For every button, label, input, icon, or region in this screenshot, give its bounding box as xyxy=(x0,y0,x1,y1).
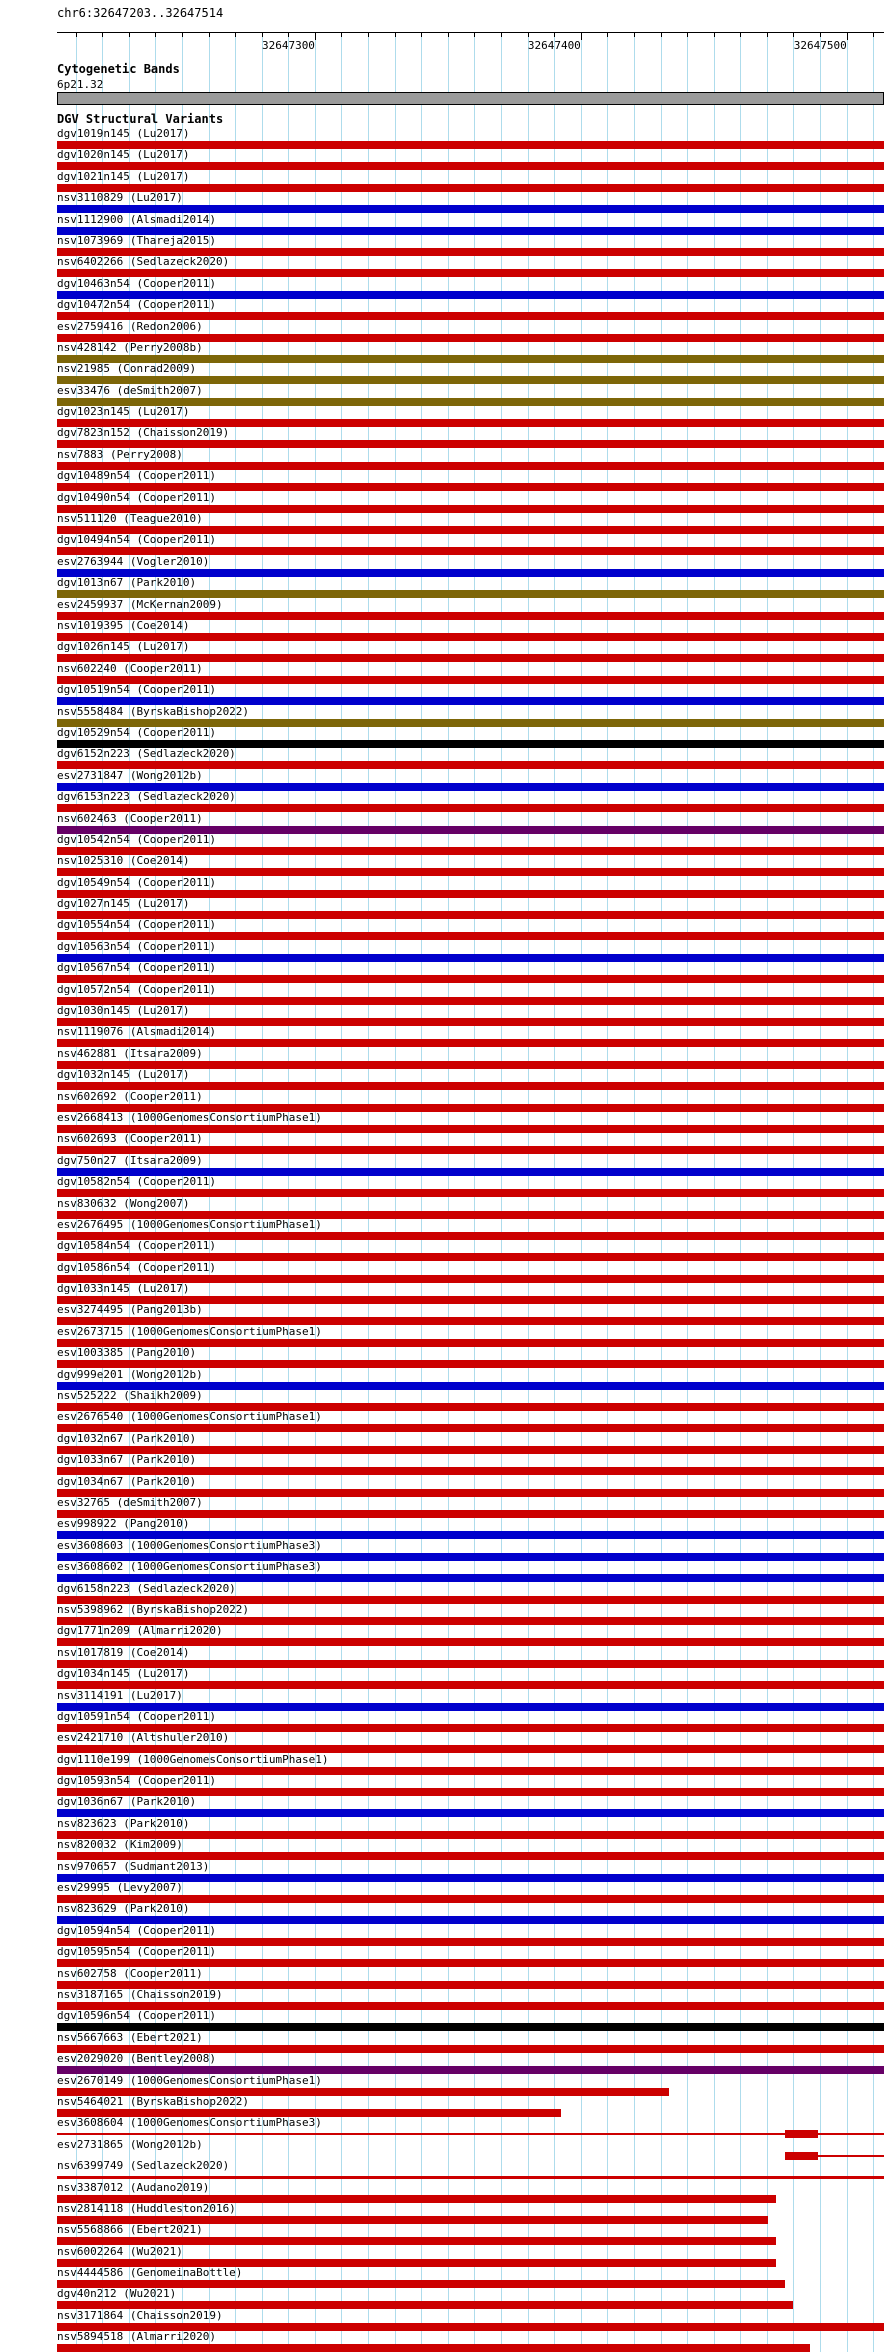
variant-row xyxy=(0,1604,890,1625)
variant-row xyxy=(0,1262,890,1283)
ruler-minor-tick xyxy=(448,33,449,37)
variant-row xyxy=(0,1390,890,1411)
variant-label[interactable]: dgv10489n54 (Cooper2011) xyxy=(57,469,216,483)
variant-bar[interactable] xyxy=(57,804,884,812)
variant-label[interactable]: nsv1112900 (Alsmadi2014) xyxy=(57,212,216,226)
variant-label[interactable]: dgv10584n54 (Cooper2011) xyxy=(57,1239,216,1253)
variant-row xyxy=(0,342,890,363)
variant-row xyxy=(0,1518,890,1539)
variant-label[interactable]: esv2670149 (1000GenomesConsortiumPhase1) xyxy=(57,2073,322,2087)
variant-bar-area xyxy=(57,1681,884,1689)
variant-bar[interactable] xyxy=(785,2152,818,2160)
variant-row xyxy=(0,1133,890,1154)
ruler-minor-tick xyxy=(767,33,768,37)
variant-row xyxy=(0,1882,890,1903)
variant-bar[interactable] xyxy=(57,2133,884,2135)
variant-row xyxy=(0,748,890,769)
variant-row xyxy=(0,556,890,577)
variant-row xyxy=(0,214,890,235)
variant-label[interactable]: dgv10542n54 (Cooper2011) xyxy=(57,832,216,846)
variant-label[interactable]: nsv428142 (Perry2008b) xyxy=(57,340,203,354)
variant-label[interactable]: dgv1036n67 (Park2010) xyxy=(57,1795,197,1809)
variant-label[interactable]: nsv1017819 (Coe2014) xyxy=(57,1645,190,1659)
variant-label[interactable]: dgv999e201 (Wong2012b) xyxy=(57,1367,203,1381)
variant-row xyxy=(0,321,890,342)
variant-label[interactable]: dgv10463n54 (Cooper2011) xyxy=(57,276,216,290)
variant-row xyxy=(0,1732,890,1753)
variant-label[interactable]: dgv1013n67 (Park2010) xyxy=(57,576,197,590)
variant-label[interactable]: dgv10582n54 (Cooper2011) xyxy=(57,1175,216,1189)
variant-row xyxy=(0,1048,890,1069)
variant-label[interactable]: dgv10593n54 (Cooper2011) xyxy=(57,1774,216,1788)
variant-row xyxy=(0,1583,890,1604)
variant-row xyxy=(0,1796,890,1817)
variant-bar-area xyxy=(57,804,884,812)
variant-row xyxy=(0,1561,890,1582)
variant-row xyxy=(0,2267,890,2288)
variant-row xyxy=(0,770,890,791)
variant-label[interactable]: dgv10594n54 (Cooper2011) xyxy=(57,1923,216,1937)
variant-row xyxy=(0,406,890,427)
ruler-minor-tick xyxy=(873,33,874,37)
variant-label[interactable]: dgv1032n67 (Park2010) xyxy=(57,1431,197,1445)
variant-label[interactable]: esv998922 (Pang2010) xyxy=(57,1517,190,1531)
ruler-minor-tick xyxy=(820,33,821,37)
variant-label[interactable]: nsv3187165 (Chaisson2019) xyxy=(57,1987,223,2001)
variant-label[interactable]: nsv7883 (Perry2008) xyxy=(57,447,183,461)
variant-row xyxy=(0,2075,890,2096)
variant-label[interactable]: dgv6153n223 (Sedlazeck2020) xyxy=(57,790,236,804)
variant-bar-area xyxy=(57,2066,884,2074)
variant-row xyxy=(0,1476,890,1497)
variant-label[interactable]: nsv1073969 (Thareja2015) xyxy=(57,233,216,247)
dgv-section-title: DGV Structural Variants xyxy=(57,112,224,126)
variant-bar-area xyxy=(57,590,884,598)
variant-label[interactable]: esv2421710 (Altshuler2010) xyxy=(57,1731,230,1745)
ruler-minor-tick xyxy=(182,33,183,37)
variant-row xyxy=(0,1155,890,1176)
variant-label[interactable]: esv3274495 (Pang2013b) xyxy=(57,1303,203,1317)
variant-label[interactable]: nsv830632 (Wong2007) xyxy=(57,1196,190,1210)
variant-row xyxy=(0,984,890,1005)
variant-bar[interactable] xyxy=(57,697,884,705)
variant-label[interactable]: dgv1110e199 (1000GenomesConsortiumPhase1) xyxy=(57,1752,329,1766)
ruler-minor-tick xyxy=(607,33,608,37)
variant-bar-area xyxy=(57,2173,884,2181)
ruler-minor-tick xyxy=(209,33,210,37)
variant-row xyxy=(0,641,890,662)
variant-label[interactable]: nsv5568866 (Ebert2021) xyxy=(57,2223,203,2237)
variant-row xyxy=(0,1219,890,1240)
variant-bar-area xyxy=(57,1574,884,1582)
cytoband-bar[interactable] xyxy=(57,92,884,105)
variant-bar-area xyxy=(57,1082,884,1090)
variant-label[interactable]: dgv1019n145 (Lu2017) xyxy=(57,127,190,140)
variant-row xyxy=(0,962,890,983)
variant-row xyxy=(0,1625,890,1646)
variant-bar[interactable] xyxy=(785,2130,818,2138)
ruler-minor-tick xyxy=(421,33,422,37)
ruler-major-tick xyxy=(581,33,582,40)
variant-label[interactable]: esv32765 (deSmith2007) xyxy=(57,1496,203,1509)
variant-label[interactable]: esv2763944 (Vogler2010) xyxy=(57,554,210,568)
variant-row xyxy=(0,1946,890,1967)
variant-row xyxy=(0,2032,890,2053)
variant-row xyxy=(0,1775,890,1796)
variant-label[interactable]: dgv10563n54 (Cooper2011) xyxy=(57,939,216,953)
position-title: chr6:32647203..32647514 xyxy=(57,6,224,20)
variant-row xyxy=(0,1497,890,1518)
variant-row xyxy=(0,813,890,834)
variant-bar[interactable] xyxy=(57,2344,810,2352)
variant-row xyxy=(0,149,890,170)
variant-row xyxy=(0,171,890,192)
variant-label[interactable]: nsv1119076 (Alsmadi2014) xyxy=(57,1025,216,1039)
variant-row xyxy=(0,2224,890,2245)
variant-label[interactable]: nsv2814118 (Huddleston2016) xyxy=(57,2201,236,2215)
ruler-minor-tick xyxy=(528,33,529,37)
variant-row xyxy=(0,2182,890,2203)
variant-bar-area xyxy=(57,2280,884,2288)
variant-bar[interactable] xyxy=(57,205,884,213)
variant-row xyxy=(0,834,890,855)
variant-row xyxy=(0,1369,890,1390)
ruler-minor-tick xyxy=(235,33,236,37)
ruler-tick-label: 32647400 xyxy=(527,39,581,52)
ruler-minor-tick xyxy=(554,33,555,37)
variant-label[interactable]: dgv1021n145 (Lu2017) xyxy=(57,169,190,183)
variant-row xyxy=(0,1968,890,1989)
variant-row xyxy=(0,256,890,277)
variant-row xyxy=(0,1411,890,1432)
variant-label[interactable]: nsv5398962 (ByrskaBishop2022) xyxy=(57,1602,250,1616)
variant-row xyxy=(0,534,890,555)
variant-label[interactable]: dgv10494n54 (Cooper2011) xyxy=(57,533,216,547)
variant-label[interactable]: dgv1023n145 (Lu2017) xyxy=(57,405,190,419)
variant-label[interactable]: dgv10572n54 (Cooper2011) xyxy=(57,982,216,996)
variant-row xyxy=(0,2053,890,2074)
variant-label[interactable]: esv2673715 (1000GenomesConsortiumPhase1) xyxy=(57,1324,322,1338)
variant-bar[interactable] xyxy=(57,312,884,320)
ruler-tick-label: 32647500 xyxy=(793,39,847,52)
variant-row xyxy=(0,663,890,684)
ruler-minor-tick xyxy=(714,33,715,37)
variant-row xyxy=(0,1647,890,1668)
variant-row xyxy=(0,1283,890,1304)
ruler-minor-tick xyxy=(262,33,263,37)
variant-bar-area xyxy=(57,1959,884,1967)
variant-row xyxy=(0,2288,890,2309)
variant-label[interactable]: dgv10591n54 (Cooper2011) xyxy=(57,1709,216,1723)
variant-row xyxy=(0,855,890,876)
variant-bar[interactable] xyxy=(57,1189,884,1197)
ruler-minor-tick xyxy=(129,33,130,37)
variant-bar[interactable] xyxy=(57,1681,884,1689)
variant-bar-area xyxy=(57,1189,884,1197)
variant-row xyxy=(0,1112,890,1133)
ruler-minor-tick xyxy=(341,33,342,37)
variant-label[interactable]: nsv6399749 (Sedlazeck2020) xyxy=(57,2159,230,2173)
variant-label[interactable]: esv1003385 (Pang2010) xyxy=(57,1346,197,1360)
variant-label[interactable]: esv29995 (Levy2007) xyxy=(57,1881,183,1895)
variant-row xyxy=(0,385,890,406)
variant-label[interactable]: nsv823629 (Park2010) xyxy=(57,1902,190,1916)
variant-row xyxy=(0,898,890,919)
variant-label[interactable]: dgv7823n152 (Chaisson2019) xyxy=(57,426,230,440)
variant-row xyxy=(0,684,890,705)
variant-label[interactable]: esv3608603 (1000GenomesConsortiumPhase3) xyxy=(57,1538,322,1552)
variant-label[interactable]: nsv602463 (Cooper2011) xyxy=(57,811,203,825)
variant-label[interactable]: esv2668413 (1000GenomesConsortiumPhase1) xyxy=(57,1110,322,1124)
variant-label[interactable]: nsv602758 (Cooper2011) xyxy=(57,1966,203,1980)
variant-bar-area xyxy=(57,312,884,320)
variant-row xyxy=(0,727,890,748)
variant-label[interactable]: nsv5558484 (ByrskaBishop2022) xyxy=(57,704,250,718)
variant-row xyxy=(0,427,890,448)
variant-label[interactable]: esv2731847 (Wong2012b) xyxy=(57,768,203,782)
variant-label[interactable]: esv3608602 (1000GenomesConsortiumPhase3) xyxy=(57,1560,322,1574)
ruler-tick-label: 32647300 xyxy=(261,39,315,52)
variant-row xyxy=(0,1454,890,1475)
variant-label[interactable]: dgv10529n54 (Cooper2011) xyxy=(57,725,216,739)
variant-bar-area xyxy=(57,697,884,705)
ruler-major-tick xyxy=(847,33,848,40)
variant-bar[interactable] xyxy=(57,2066,884,2074)
variant-row xyxy=(0,299,890,320)
variant-label[interactable]: nsv5464021 (ByrskaBishop2022) xyxy=(57,2094,250,2108)
variant-label[interactable]: nsv1019395 (Coe2014) xyxy=(57,618,190,632)
variant-row xyxy=(0,363,890,384)
variant-row xyxy=(0,2310,890,2331)
variant-label[interactable]: nsv3114191 (Lu2017) xyxy=(57,1688,183,1702)
variant-row xyxy=(0,599,890,620)
variant-label[interactable]: dgv750n27 (Itsara2009) xyxy=(57,1153,203,1167)
variant-label[interactable]: dgv1034n67 (Park2010) xyxy=(57,1474,197,1488)
variant-row xyxy=(0,791,890,812)
variant-row xyxy=(0,2096,890,2117)
variant-row xyxy=(0,941,890,962)
variant-row xyxy=(0,2246,890,2267)
variant-row xyxy=(0,1069,890,1090)
variant-row xyxy=(0,1005,890,1026)
variant-label[interactable]: nsv525222 (Shaikh2009) xyxy=(57,1389,203,1403)
variant-row xyxy=(0,1540,890,1561)
variant-row xyxy=(0,513,890,534)
variant-label[interactable]: dgv10554n54 (Cooper2011) xyxy=(57,918,216,932)
variant-label[interactable]: nsv3387012 (Audano2019) xyxy=(57,2180,210,2194)
variant-row xyxy=(0,1026,890,1047)
variant-row xyxy=(0,1754,890,1775)
variant-label[interactable]: esv3608604 (1000GenomesConsortiumPhase3) xyxy=(57,2116,322,2130)
variant-label[interactable]: dgv1032n145 (Lu2017) xyxy=(57,1068,190,1082)
variant-label[interactable]: nsv5894518 (Almarri2020) xyxy=(57,2330,216,2344)
variant-label[interactable]: nsv1025310 (Coe2014) xyxy=(57,854,190,868)
variant-label[interactable]: nsv602693 (Cooper2011) xyxy=(57,1132,203,1146)
variant-label[interactable]: nsv5667663 (Ebert2021) xyxy=(57,2030,203,2044)
variant-label[interactable]: nsv823623 (Park2010) xyxy=(57,1816,190,1830)
variant-label[interactable]: dgv10596n54 (Cooper2011) xyxy=(57,2009,216,2023)
variant-label[interactable]: dgv1020n145 (Lu2017) xyxy=(57,148,190,162)
ruler-minor-tick xyxy=(102,33,103,37)
variant-row xyxy=(0,877,890,898)
variant-row xyxy=(0,1091,890,1112)
variant-row xyxy=(0,2139,890,2160)
variant-row xyxy=(0,1925,890,1946)
variant-label[interactable]: nsv970657 (Sudmant2013) xyxy=(57,1859,210,1873)
variant-label[interactable]: nsv602240 (Cooper2011) xyxy=(57,661,203,675)
variant-label[interactable]: dgv10595n54 (Cooper2011) xyxy=(57,1945,216,1959)
variant-bar[interactable] xyxy=(57,2176,884,2179)
variant-row xyxy=(0,278,890,299)
variant-label[interactable]: nsv6402266 (Sedlazeck2020) xyxy=(57,255,230,269)
cytoband-section-title: Cytogenetic Bands xyxy=(57,62,180,76)
cytoband-name-label: 6p21.32 xyxy=(57,78,104,91)
variant-label[interactable]: dgv10586n54 (Cooper2011) xyxy=(57,1260,216,1274)
variant-bar[interactable] xyxy=(57,1574,884,1582)
variant-label[interactable]: dgv1034n145 (Lu2017) xyxy=(57,1667,190,1681)
variant-row xyxy=(0,1818,890,1839)
variant-label[interactable]: nsv3171864 (Chaisson2019) xyxy=(57,2308,223,2322)
variant-label[interactable]: nsv21985 (Conrad2009) xyxy=(57,362,197,376)
variant-label[interactable]: nsv820032 (Kim2009) xyxy=(57,1838,183,1852)
ruler-minor-tick xyxy=(76,33,77,37)
variant-label[interactable]: dgv6152n223 (Sedlazeck2020) xyxy=(57,747,236,761)
variant-label[interactable]: dgv1033n145 (Lu2017) xyxy=(57,1282,190,1296)
variant-label[interactable]: dgv10490n54 (Cooper2011) xyxy=(57,490,216,504)
variant-bar[interactable] xyxy=(57,1959,884,1967)
variant-row xyxy=(0,1347,890,1368)
variant-bar[interactable] xyxy=(57,590,884,598)
variant-row xyxy=(0,1690,890,1711)
variant-row xyxy=(0,1903,890,1924)
variant-label[interactable]: esv2029020 (Bentley2008) xyxy=(57,2052,216,2066)
variant-label[interactable]: nsv462881 (Itsara2009) xyxy=(57,1046,203,1060)
variant-label[interactable]: nsv511120 (Teague2010) xyxy=(57,512,203,526)
variant-row xyxy=(0,1668,890,1689)
ruler-minor-tick xyxy=(395,33,396,37)
variant-row xyxy=(0,1839,890,1860)
variant-row xyxy=(0,235,890,256)
variant-label[interactable]: dgv10567n54 (Cooper2011) xyxy=(57,961,216,975)
variant-row xyxy=(0,1304,890,1325)
variant-row xyxy=(0,577,890,598)
variant-row xyxy=(0,192,890,213)
variant-label[interactable]: esv33476 (deSmith2007) xyxy=(57,383,203,397)
variant-row xyxy=(0,128,890,149)
variant-label[interactable]: dgv1771n209 (Almarri2020) xyxy=(57,1624,223,1638)
variant-row xyxy=(0,492,890,513)
variant-bar[interactable] xyxy=(818,2155,884,2157)
variant-label[interactable]: nsv602692 (Cooper2011) xyxy=(57,1089,203,1103)
variant-label[interactable]: dgv1030n145 (Lu2017) xyxy=(57,1004,190,1018)
ruler-minor-tick xyxy=(634,33,635,37)
ruler-minor-tick xyxy=(661,33,662,37)
variant-label[interactable]: dgv10549n54 (Cooper2011) xyxy=(57,875,216,889)
variant-label[interactable]: esv2731865 (Wong2012b) xyxy=(57,2137,203,2151)
variant-label[interactable]: esv2676540 (1000GenomesConsortiumPhase1) xyxy=(57,1410,322,1424)
ruler-minor-tick xyxy=(474,33,475,37)
variant-bar[interactable] xyxy=(57,1082,884,1090)
variant-row xyxy=(0,1861,890,1882)
variant-label[interactable]: dgv1026n145 (Lu2017) xyxy=(57,640,190,654)
variant-row xyxy=(0,1433,890,1454)
variant-label[interactable]: nsv4444586 (GenomeinaBottle) xyxy=(57,2266,243,2280)
variant-label[interactable]: dgv1033n67 (Park2010) xyxy=(57,1453,197,1467)
ruler-minor-tick xyxy=(155,33,156,37)
variant-row xyxy=(0,2331,890,2352)
variant-label[interactable]: nsv3110829 (Lu2017) xyxy=(57,191,183,205)
variant-bar-area xyxy=(57,2344,884,2352)
variant-row xyxy=(0,1326,890,1347)
variant-row xyxy=(0,1176,890,1197)
variant-row xyxy=(0,919,890,940)
variant-label[interactable]: dgv1027n145 (Lu2017) xyxy=(57,897,190,911)
variant-row xyxy=(0,2010,890,2031)
variant-label[interactable]: dgv10472n54 (Cooper2011) xyxy=(57,298,216,312)
variant-row xyxy=(0,1711,890,1732)
ruler-minor-tick xyxy=(501,33,502,37)
variant-label[interactable]: dgv6158n223 (Sedlazeck2020) xyxy=(57,1581,236,1595)
ruler-minor-tick xyxy=(793,33,794,37)
ruler-minor-tick xyxy=(740,33,741,37)
ruler-minor-tick xyxy=(687,33,688,37)
variant-label[interactable]: esv2459937 (McKernan2009) xyxy=(57,597,223,611)
variant-row xyxy=(0,1240,890,1261)
variant-bar-area xyxy=(57,205,884,213)
variant-row xyxy=(0,1198,890,1219)
variant-label[interactable]: dgv10519n54 (Cooper2011) xyxy=(57,683,216,697)
variant-row xyxy=(0,620,890,641)
ruler-minor-tick xyxy=(368,33,369,37)
variant-row xyxy=(0,1989,890,2010)
variant-label[interactable]: dgv40n212 (Wu2021) xyxy=(57,2287,177,2301)
ruler-major-tick xyxy=(315,33,316,40)
variant-row xyxy=(0,2117,890,2138)
ruler-minor-tick xyxy=(288,33,289,37)
variant-row xyxy=(0,2203,890,2224)
variant-label[interactable]: esv2676495 (1000GenomesConsortiumPhase1) xyxy=(57,1217,322,1231)
variant-row xyxy=(0,706,890,727)
variant-label[interactable]: esv2759416 (Redon2006) xyxy=(57,319,203,333)
variant-row xyxy=(0,470,890,491)
variant-row xyxy=(0,2160,890,2181)
variant-rows xyxy=(0,128,890,2352)
variant-label[interactable]: nsv6002264 (Wu2021) xyxy=(57,2244,183,2258)
variant-row xyxy=(0,449,890,470)
